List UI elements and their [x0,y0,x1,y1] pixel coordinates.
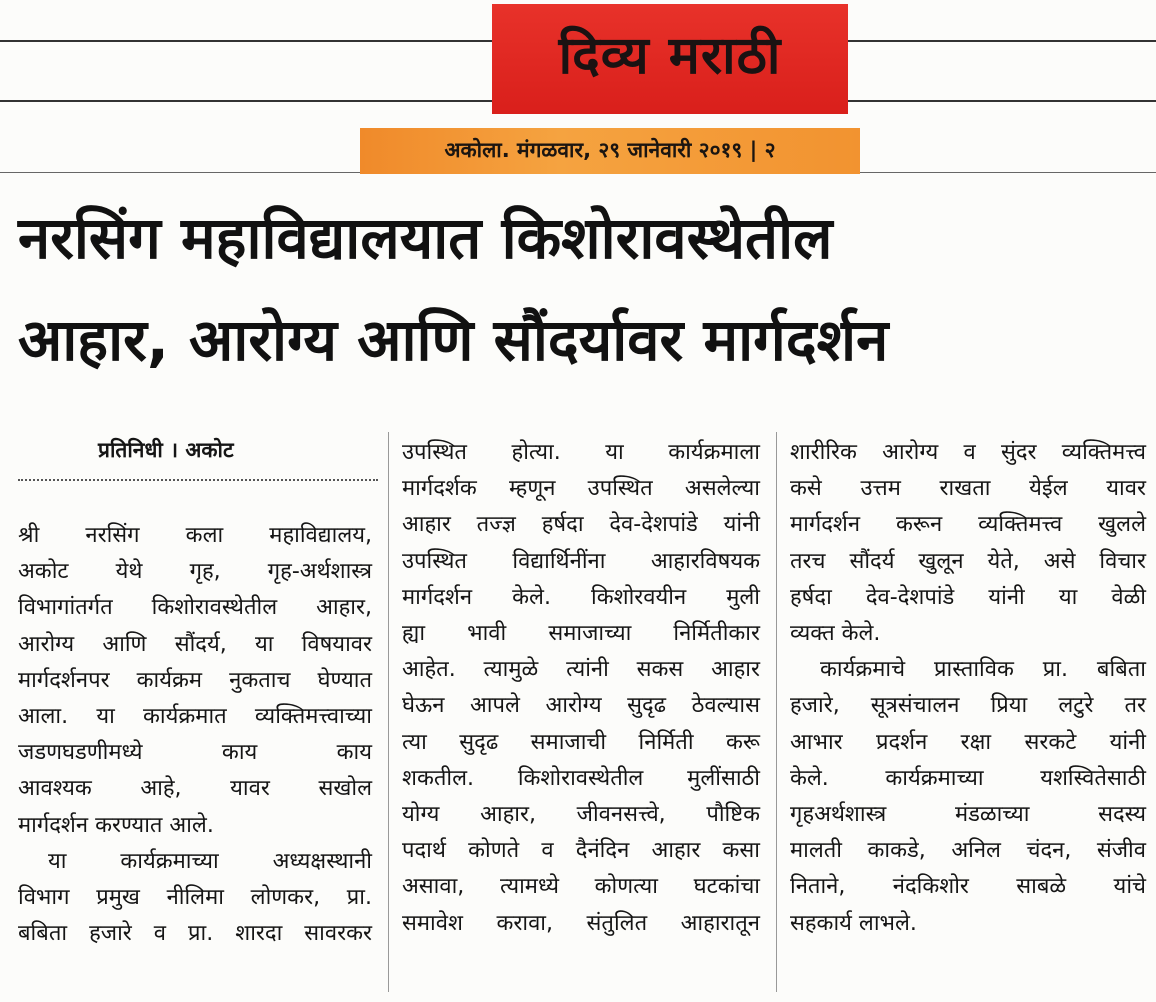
byline-divider [18,479,378,481]
column-2-line: असावा, त्यामध्ये कोणत्या घटकांचा [402,874,760,900]
column-2-line: त्या सुदृढ समाजाची निर्मिती करू [402,729,760,755]
headline-line-1: नरसिंग महाविद्यालयात किशोरावस्थेतील [18,204,833,272]
column-3-line: केले. कार्यक्रमाच्या यशस्वितेसाठी [790,765,1146,791]
column-1-line: अकोट येथे गृह, गृह-अर्थशास्त्र [18,559,372,585]
column-divider-2 [776,432,777,992]
column-3-line: निताने, नंदकिशोर साबळे यांचे [790,874,1146,900]
column-3-line: तरच सौंदर्य खुलून येते, असे विचार [790,548,1146,574]
column-divider-1 [388,432,389,992]
article-column-3 [790,435,1146,942]
column-3-line: शारीरिक आरोग्य व सुंदर व्यक्तिमत्त्व [790,440,1146,465]
header-rule-top [0,40,492,42]
dateline-banner [360,128,860,174]
column-3-line: गृहअर्थशास्त्र मंडळाच्या सदस्य [790,802,1146,828]
header-rule-base-right [860,172,1156,173]
header-rule-base [0,172,360,173]
column-3-line: हजारे, सूत्रसंचालन प्रिया लटुरे तर [790,693,1146,719]
article-column-2 [402,435,760,942]
column-2-line: उपस्थित विद्यार्थिनींना आहारविषयक [402,548,760,574]
column-3-line: आभार प्रदर्शन रक्षा सरकटे यांनी [790,729,1146,755]
column-3-line: हर्षदा देव-देशपांडे यांनी या वेळी [790,584,1146,610]
column-2-line: आहार तज्ज्ञ हर्षदा देव-देशपांडे यांनी [402,512,760,538]
header-rule-bottom [0,100,492,102]
column-2-line: समावेश करावा, संतुलित आहारातून [402,910,760,936]
column-3-line: कार्यक्रमाचे प्रास्ताविक प्रा. बबिता [820,657,1146,683]
column-2-line: मार्गदर्शक म्हणून उपस्थित असलेल्या [402,476,760,502]
byline: प्रतिनिधी । अकोट [98,438,234,462]
column-2-line: ह्या भावी समाजाच्या निर्मितीकार [402,621,760,647]
column-1-line: बबिता हजारे व प्रा. शारदा सावरकर [18,921,372,947]
column-1-line: आला. या कार्यक्रमात व्यक्तिमत्त्वाच्या [18,704,372,730]
column-3-line: मालती काकडे, अनिल चंदन, संजीव [790,838,1146,864]
column-3-line: कसे उत्तम राखता येईल यावर [790,476,1146,502]
column-1-line: मार्गदर्शन करण्यात आले. [18,812,214,838]
column-1-line: विभागांतर्गत किशोरावस्थेतील आहार, [18,595,372,621]
column-1-line: विभाग प्रमुख नीलिमा लोणकर, प्रा. [18,885,372,911]
column-1-line: या कार्यक्रमाच्या अध्यक्षस्थानी [48,848,372,874]
column-2-line: शकतील. किशोरावस्थेतील मुलींसाठी [402,765,760,791]
column-3-line: व्यक्त केले. [790,621,881,647]
column-2-line: आहेत. त्यामुळे त्यांनी सकस आहार [402,657,760,683]
headline-line-2: आहार, आरोग्य आणि सौंदर्यावर मार्गदर्शन [18,306,889,374]
dateline-text: अकोला. मंगळवार, २९ जानेवारी २०१९ | २ [444,138,776,162]
column-1-line: मार्गदर्शनपर कार्यक्रम नुकताच घेण्यात [18,667,372,693]
column-2-line: घेऊन आपले आरोग्य सुदृढ ठेवल्यास [402,693,760,719]
column-1-line: श्री नरसिंग कला महाविद्यालय, [18,523,372,548]
header-rule-bottom-right [848,100,1156,102]
column-1-line: आरोग्य आणि सौंदर्य, या विषयावर [18,631,372,657]
masthead-title: दिव्य मराठी [558,26,782,86]
article-column-1 [18,518,372,952]
header-rule-top-right [848,40,1156,42]
column-2-line: योग्य आहार, जीवनसत्त्वे, पौष्टिक [402,802,760,828]
column-1-line: आवश्यक आहे, यावर सखोल [18,776,372,802]
column-2-line: पदार्थ कोणते व दैनंदिन आहार कसा [402,838,760,864]
column-2-line: उपस्थित होत्या. या कार्यक्रमाला [402,440,760,465]
masthead-logo [492,4,848,114]
column-1-line: जडणघडणीमध्ये काय काय [18,740,372,766]
column-3-line: मार्गदर्शन करून व्यक्तिमत्त्व खुलले [790,512,1146,538]
column-2-line: मार्गदर्शन केले. किशोरवयीन मुली [402,584,760,610]
column-3-line: सहकार्य लाभले. [790,910,917,936]
